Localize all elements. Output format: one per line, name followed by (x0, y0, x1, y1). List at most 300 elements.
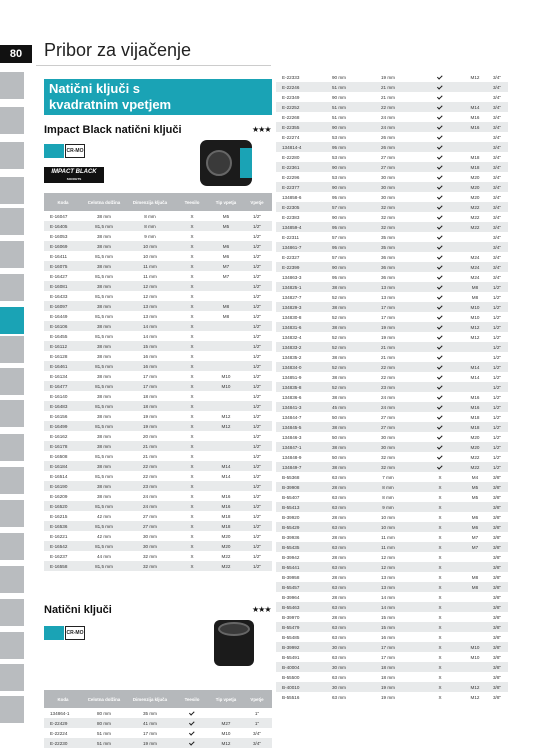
table-row (276, 332, 508, 342)
table-cell: 3/8" (486, 502, 508, 512)
table-cell: 134830-8 (282, 314, 302, 320)
table-cell: E-16190 (44, 481, 82, 491)
table-cell: E-16140 (50, 393, 68, 399)
table-cell: 18 mm (142, 393, 158, 399)
table-cell (416, 382, 464, 392)
table-cell: E-16427 (50, 273, 68, 279)
impact-socket-table (44, 193, 272, 571)
table-cell (210, 321, 242, 331)
table-cell: 16 mm (126, 361, 174, 371)
table-cell: 3/4" (486, 82, 508, 92)
table-cell: X (416, 522, 464, 532)
table-cell: 63 mm (331, 634, 347, 640)
table-cell: 90 mm (318, 122, 360, 132)
table-cell: 27 mm (380, 414, 396, 420)
table-row (276, 672, 508, 682)
table-cell: E-16069 (44, 241, 82, 251)
table-cell: X (174, 561, 210, 571)
crmo-badge-2: CR-MO (65, 626, 85, 640)
table-cell: 52 mm (318, 362, 360, 372)
checkmark-icon (436, 313, 442, 319)
table-cell: M22 (221, 553, 231, 559)
table-cell: 3/4" (486, 182, 508, 192)
table-cell: 81,5 mm (95, 333, 113, 339)
checkmark-icon (188, 739, 194, 745)
checkmark-icon (436, 173, 442, 179)
table-cell: E-22274 (282, 134, 300, 140)
banner-line-2: kvadratnim vpetjem (49, 97, 172, 112)
sidebar-tab-5[interactable] (0, 208, 24, 235)
sidebar-tab-3[interactable] (0, 142, 24, 169)
table-cell: 30 mm (360, 442, 416, 452)
table-cell: E-16134 (50, 373, 68, 379)
table-cell: 134849-7 (276, 462, 318, 472)
table-cell: 3/4" (486, 142, 508, 152)
table-cell (416, 242, 464, 252)
table-cell: 1/2" (242, 361, 272, 371)
checkmark-icon (436, 423, 442, 429)
table-cell: 11 mm (381, 534, 395, 540)
table-cell: 81,5 mm (95, 473, 113, 479)
table-cell: 15 mm (380, 614, 396, 620)
sidebar-tab-19[interactable] (0, 664, 24, 691)
table-cell: E-22296 (282, 174, 300, 180)
table-cell: 1/2" (252, 333, 262, 339)
table-cell: 52 mm (331, 314, 347, 320)
table-cell: 20 mm (142, 433, 158, 439)
table-cell: M7 (471, 534, 479, 540)
sidebar-tab-17[interactable] (0, 599, 24, 626)
table-cell: 32 mm (360, 222, 416, 232)
table-cell: X (190, 233, 194, 239)
table-cell: 3/8" (486, 522, 508, 532)
table-cell: E-16112 (44, 341, 82, 351)
table-cell: 35 mm (360, 242, 416, 252)
table-row (276, 482, 508, 492)
table-cell: M20 (464, 442, 486, 452)
table-cell: 38 mm (82, 341, 126, 351)
table-cell (210, 361, 242, 371)
table-cell: B-39908 (276, 482, 318, 492)
table-cell: 3/8" (486, 582, 508, 592)
table-cell: X (416, 662, 464, 672)
table-row (276, 392, 508, 402)
checkmark-icon (436, 83, 442, 89)
table-cell: 19 mm (126, 738, 174, 748)
table-row (44, 738, 272, 748)
table-cell: X (190, 333, 194, 339)
table-cell: M12 (470, 334, 480, 340)
table-cell (416, 142, 464, 152)
table-row (276, 282, 508, 292)
table-cell: M22 (470, 454, 480, 460)
table-cell (416, 222, 464, 232)
table-cell: X (416, 502, 464, 512)
table-cell: E-22429 (44, 718, 82, 728)
table-cell: 3/8" (486, 482, 508, 492)
table-row (276, 382, 508, 392)
table-cell: 1/2" (252, 413, 262, 419)
table-cell: 1/2" (252, 253, 262, 259)
table-cell: E-16047 (50, 213, 68, 219)
table-cell (174, 708, 210, 718)
table-cell: 38 mm (331, 394, 347, 400)
table-cell: 28 mm (318, 482, 360, 492)
table-cell (416, 102, 464, 112)
table-cell (210, 331, 242, 341)
table-cell (416, 122, 464, 132)
table-cell: 1/2" (252, 373, 262, 379)
table-row (276, 192, 508, 202)
table-cell (416, 292, 464, 302)
table-cell (416, 172, 464, 182)
table-cell: 19 mm (142, 413, 158, 419)
checkmark-icon (436, 273, 442, 279)
table-cell (464, 622, 486, 632)
table-cell: 1/2" (242, 521, 272, 531)
table-cell: E-22399 (276, 262, 318, 272)
table-cell: 21 mm (360, 342, 416, 352)
sidebar-tab-4[interactable] (0, 177, 24, 204)
table-cell: 134835-8 (276, 382, 318, 392)
table-cell: X (190, 553, 194, 559)
table-cell: E-16411 (50, 253, 68, 259)
table-cell (464, 232, 486, 242)
table-cell: 32 mm (360, 202, 416, 212)
sidebar-tab-13[interactable] (0, 467, 24, 494)
table-cell: 134845-5 (276, 422, 318, 432)
table-cell: X (174, 461, 210, 471)
table-cell: 26 mm (380, 134, 396, 140)
checkmark-icon (436, 213, 442, 219)
sidebar-tab-2[interactable] (0, 107, 24, 134)
table-cell: M10 (470, 314, 480, 320)
table-cell: 1/2" (242, 401, 272, 411)
table-cell: 81,5 mm (82, 421, 126, 431)
table-row (276, 252, 508, 262)
table-cell: 81,5 mm (82, 381, 126, 391)
table-cell (464, 92, 486, 102)
table-cell: 24 mm (126, 501, 174, 511)
socket-image (214, 620, 254, 666)
checkmark-icon (436, 383, 442, 389)
table-cell: 1/2" (252, 233, 262, 239)
table-cell: M8 (210, 301, 242, 311)
table-row (44, 708, 272, 718)
table-cell: M12 (210, 738, 242, 748)
table-cell: E-22305 (276, 202, 318, 212)
table-cell: 1/2" (492, 374, 502, 380)
table-row (276, 462, 508, 472)
table-cell (416, 342, 464, 352)
table-cell: 3/4" (486, 102, 508, 112)
table-cell: M18 (210, 521, 242, 531)
table-cell: E-16128 (50, 353, 68, 359)
page-number: 80 (0, 45, 32, 63)
sidebar-tab-6[interactable] (0, 241, 24, 268)
table-cell: X (416, 642, 464, 652)
table-cell: E-22377 (276, 182, 318, 192)
table-cell: 3/8" (492, 594, 502, 600)
checkmark-icon (436, 243, 442, 249)
table-cell: 35 mm (142, 710, 158, 716)
table-cell: 38 mm (82, 301, 126, 311)
table-row (44, 531, 272, 541)
table-row (44, 331, 272, 341)
table-cell: E-16053 (50, 233, 68, 239)
table-row (276, 682, 508, 692)
table-cell: X (438, 694, 442, 700)
square-drive-icon (44, 144, 64, 158)
table-cell: 134846-3 (282, 434, 302, 440)
table-cell (416, 452, 464, 462)
table-cell: E-16558 (44, 561, 82, 571)
table-cell: 16 mm (380, 634, 396, 640)
table-row (276, 372, 508, 382)
table-cell: 8 mm (144, 213, 156, 219)
table-cell: M16 (221, 493, 231, 499)
sidebar-tab-11[interactable] (0, 400, 24, 427)
table-cell: 21 mm (380, 354, 396, 360)
table-cell (464, 132, 486, 142)
checkmark-icon (436, 293, 442, 299)
table-cell: X (190, 213, 194, 219)
table-cell: 95 mm (318, 222, 360, 232)
sidebar-tab-12[interactable] (0, 434, 24, 461)
table-cell: 3/8" (486, 662, 508, 672)
table-cell (416, 182, 464, 192)
table-cell: 52 mm (318, 342, 360, 352)
table-cell: 23 mm (126, 481, 174, 491)
checkmark-icon (436, 123, 442, 129)
checkmark-icon (436, 73, 442, 79)
table-cell: 11 mm (360, 542, 416, 552)
table-row (276, 272, 508, 282)
table-cell: 14 mm (142, 333, 158, 339)
table-cell: 17 mm (380, 314, 396, 320)
table-cell: 13 mm (380, 294, 396, 300)
title-divider (36, 65, 271, 66)
sidebar-tab-18[interactable] (0, 632, 24, 659)
table-row (276, 232, 508, 242)
table-cell: 80 mm (96, 710, 112, 716)
checkmark-icon (436, 463, 442, 469)
table-cell: 63 mm (331, 674, 347, 680)
table-cell: B-39964 (282, 594, 300, 600)
table-cell: X (174, 361, 210, 371)
table-cell: 90 mm (331, 74, 347, 80)
table-cell: 3/8" (492, 694, 502, 700)
table-cell: 10 mm (142, 253, 158, 259)
table-cell: M24 (464, 262, 486, 272)
table-cell: 24 mm (360, 402, 416, 412)
table-cell: 38 mm (96, 353, 112, 359)
table-cell: 3/8" (492, 514, 502, 520)
table-cell: 81,5 mm (95, 453, 113, 459)
table-cell: B-55429 (276, 522, 318, 532)
table-cell: B-39970 (282, 614, 300, 620)
table-cell: 81,5 mm (82, 541, 126, 551)
table-cell: 28 mm (331, 594, 347, 600)
table-cell: X (174, 381, 210, 391)
table-cell: 134851-9 (282, 374, 302, 380)
sidebar-tab-14[interactable] (0, 500, 24, 527)
table-cell: 51 mm (82, 738, 126, 748)
table-cell: 3/8" (492, 554, 502, 560)
column-header: Teesilo (174, 690, 210, 708)
sidebar-tab-8[interactable] (0, 307, 24, 334)
table-cell: 1/2" (242, 261, 272, 271)
sidebar-tab-16[interactable] (0, 566, 24, 593)
table-cell (416, 422, 464, 432)
table-cell: 1/2" (242, 441, 272, 451)
table-row (276, 142, 508, 152)
impact-logo-sub: SOCKETS (66, 177, 82, 181)
table-cell: 81,5 mm (82, 361, 126, 371)
table-cell: 38 mm (318, 302, 360, 312)
table-cell (416, 82, 464, 92)
table-cell: M6 (222, 253, 230, 259)
table-cell (174, 728, 210, 738)
table-cell: X (416, 602, 464, 612)
table-row (276, 102, 508, 112)
table-cell: 57 mm (318, 202, 360, 212)
table-cell: 1/2" (492, 334, 502, 340)
sidebar-tab-1[interactable] (0, 72, 24, 99)
table-cell (416, 402, 464, 412)
table-row (44, 441, 272, 451)
table-cell: 1/2" (492, 414, 502, 420)
table-cell: M12 (210, 421, 242, 431)
table-cell (210, 481, 242, 491)
table-cell: M12 (464, 322, 486, 332)
table-cell: 1/2" (486, 282, 508, 292)
table-cell: 17 mm (380, 654, 396, 660)
table-cell: E-22280 (282, 154, 300, 160)
checkmark-icon (436, 333, 442, 339)
table-cell: 3/4" (492, 214, 502, 220)
table-cell: 3/8" (492, 534, 502, 540)
table-cell: 32 mm (380, 214, 396, 220)
table-cell: M10 (210, 381, 242, 391)
checkmark-icon (436, 163, 442, 169)
table-cell (210, 391, 242, 401)
table-cell: 30 mm (126, 541, 174, 551)
table-cell: 8 mm (360, 482, 416, 492)
table-row (44, 241, 272, 251)
table-cell: 27 mm (142, 513, 158, 519)
table-row (276, 502, 508, 512)
table-cell: M6 (210, 241, 242, 251)
table-row (276, 212, 508, 222)
table-cell: 21 mm (126, 441, 174, 451)
table-cell: M20 (470, 174, 480, 180)
table-cell: E-16106 (44, 321, 82, 331)
table-cell: E-16209 (50, 493, 68, 499)
table-cell: 3/8" (492, 674, 502, 680)
table-cell: E-22246 (276, 82, 318, 92)
table-cell: X (190, 453, 194, 459)
table-cell (416, 372, 464, 382)
table-cell: B-55435 (276, 542, 318, 552)
table-cell: 3/4" (492, 74, 502, 80)
checkmark-icon (436, 103, 442, 109)
checkmark-icon (436, 143, 442, 149)
table-cell: E-22252 (276, 102, 318, 112)
impact-socket-image (200, 140, 252, 186)
table-cell: 13 mm (360, 282, 416, 292)
table-cell: 38 mm (318, 422, 360, 432)
table-cell: M5 (464, 482, 486, 492)
table-cell: 52 mm (331, 294, 347, 300)
table-cell: 134831-6 (276, 322, 318, 332)
table-cell: X (416, 582, 464, 592)
table-cell: 22 mm (126, 461, 174, 471)
table-cell: 12 mm (360, 562, 416, 572)
table-cell: 1/2" (492, 354, 502, 360)
table-row (276, 322, 508, 332)
table-cell: 1/2" (492, 394, 502, 400)
table-cell: E-16156 (50, 413, 68, 419)
table-cell (464, 592, 486, 602)
table-cell: 1/2" (242, 461, 272, 471)
table-cell: 3/4" (492, 234, 502, 240)
table-cell: 134861-7 (276, 242, 318, 252)
table-cell: 1/2" (486, 402, 508, 412)
sidebar-tab-15[interactable] (0, 533, 24, 560)
sidebar-tab-7[interactable] (0, 274, 24, 301)
table-cell: M12 (470, 74, 480, 80)
table-cell: 1/2" (492, 314, 502, 320)
table-cell: 1/2" (252, 393, 262, 399)
checkmark-icon (436, 263, 442, 269)
table-row (44, 291, 272, 301)
table-cell: 10 mm (360, 522, 416, 532)
table-cell: X (438, 574, 442, 580)
table-cell: X (416, 482, 464, 492)
table-cell (416, 442, 464, 452)
table-cell: 38 mm (318, 322, 360, 332)
column-header: Koda (44, 690, 82, 708)
sidebar-tab-10[interactable] (0, 368, 24, 395)
table-cell: 3/4" (492, 134, 502, 140)
table-cell: 3/4" (486, 262, 508, 272)
table-cell (464, 662, 486, 672)
table-cell: 63 mm (318, 502, 360, 512)
table-cell: E-16162 (50, 433, 68, 439)
table-cell (416, 282, 464, 292)
checkmark-icon (436, 93, 442, 99)
table-cell: 63 mm (318, 622, 360, 632)
table-cell (416, 272, 464, 282)
table-cell: 38 mm (82, 461, 126, 471)
table-cell: X (174, 281, 210, 291)
table-row (276, 302, 508, 312)
table-cell: X (174, 221, 210, 231)
table-cell: 95 mm (331, 274, 347, 280)
table-row (276, 362, 508, 372)
table-row (276, 652, 508, 662)
table-cell: 134827-7 (282, 294, 302, 300)
table-cell: M14 (464, 102, 486, 112)
table-cell: 11 mm (143, 273, 157, 279)
sidebar-tab-9[interactable] (0, 336, 24, 363)
table-row (44, 501, 272, 511)
sidebar-tab-20[interactable] (0, 696, 24, 723)
table-cell: X (438, 654, 442, 660)
table-cell: 24 mm (142, 493, 158, 499)
table-cell: 81,5 mm (95, 273, 113, 279)
